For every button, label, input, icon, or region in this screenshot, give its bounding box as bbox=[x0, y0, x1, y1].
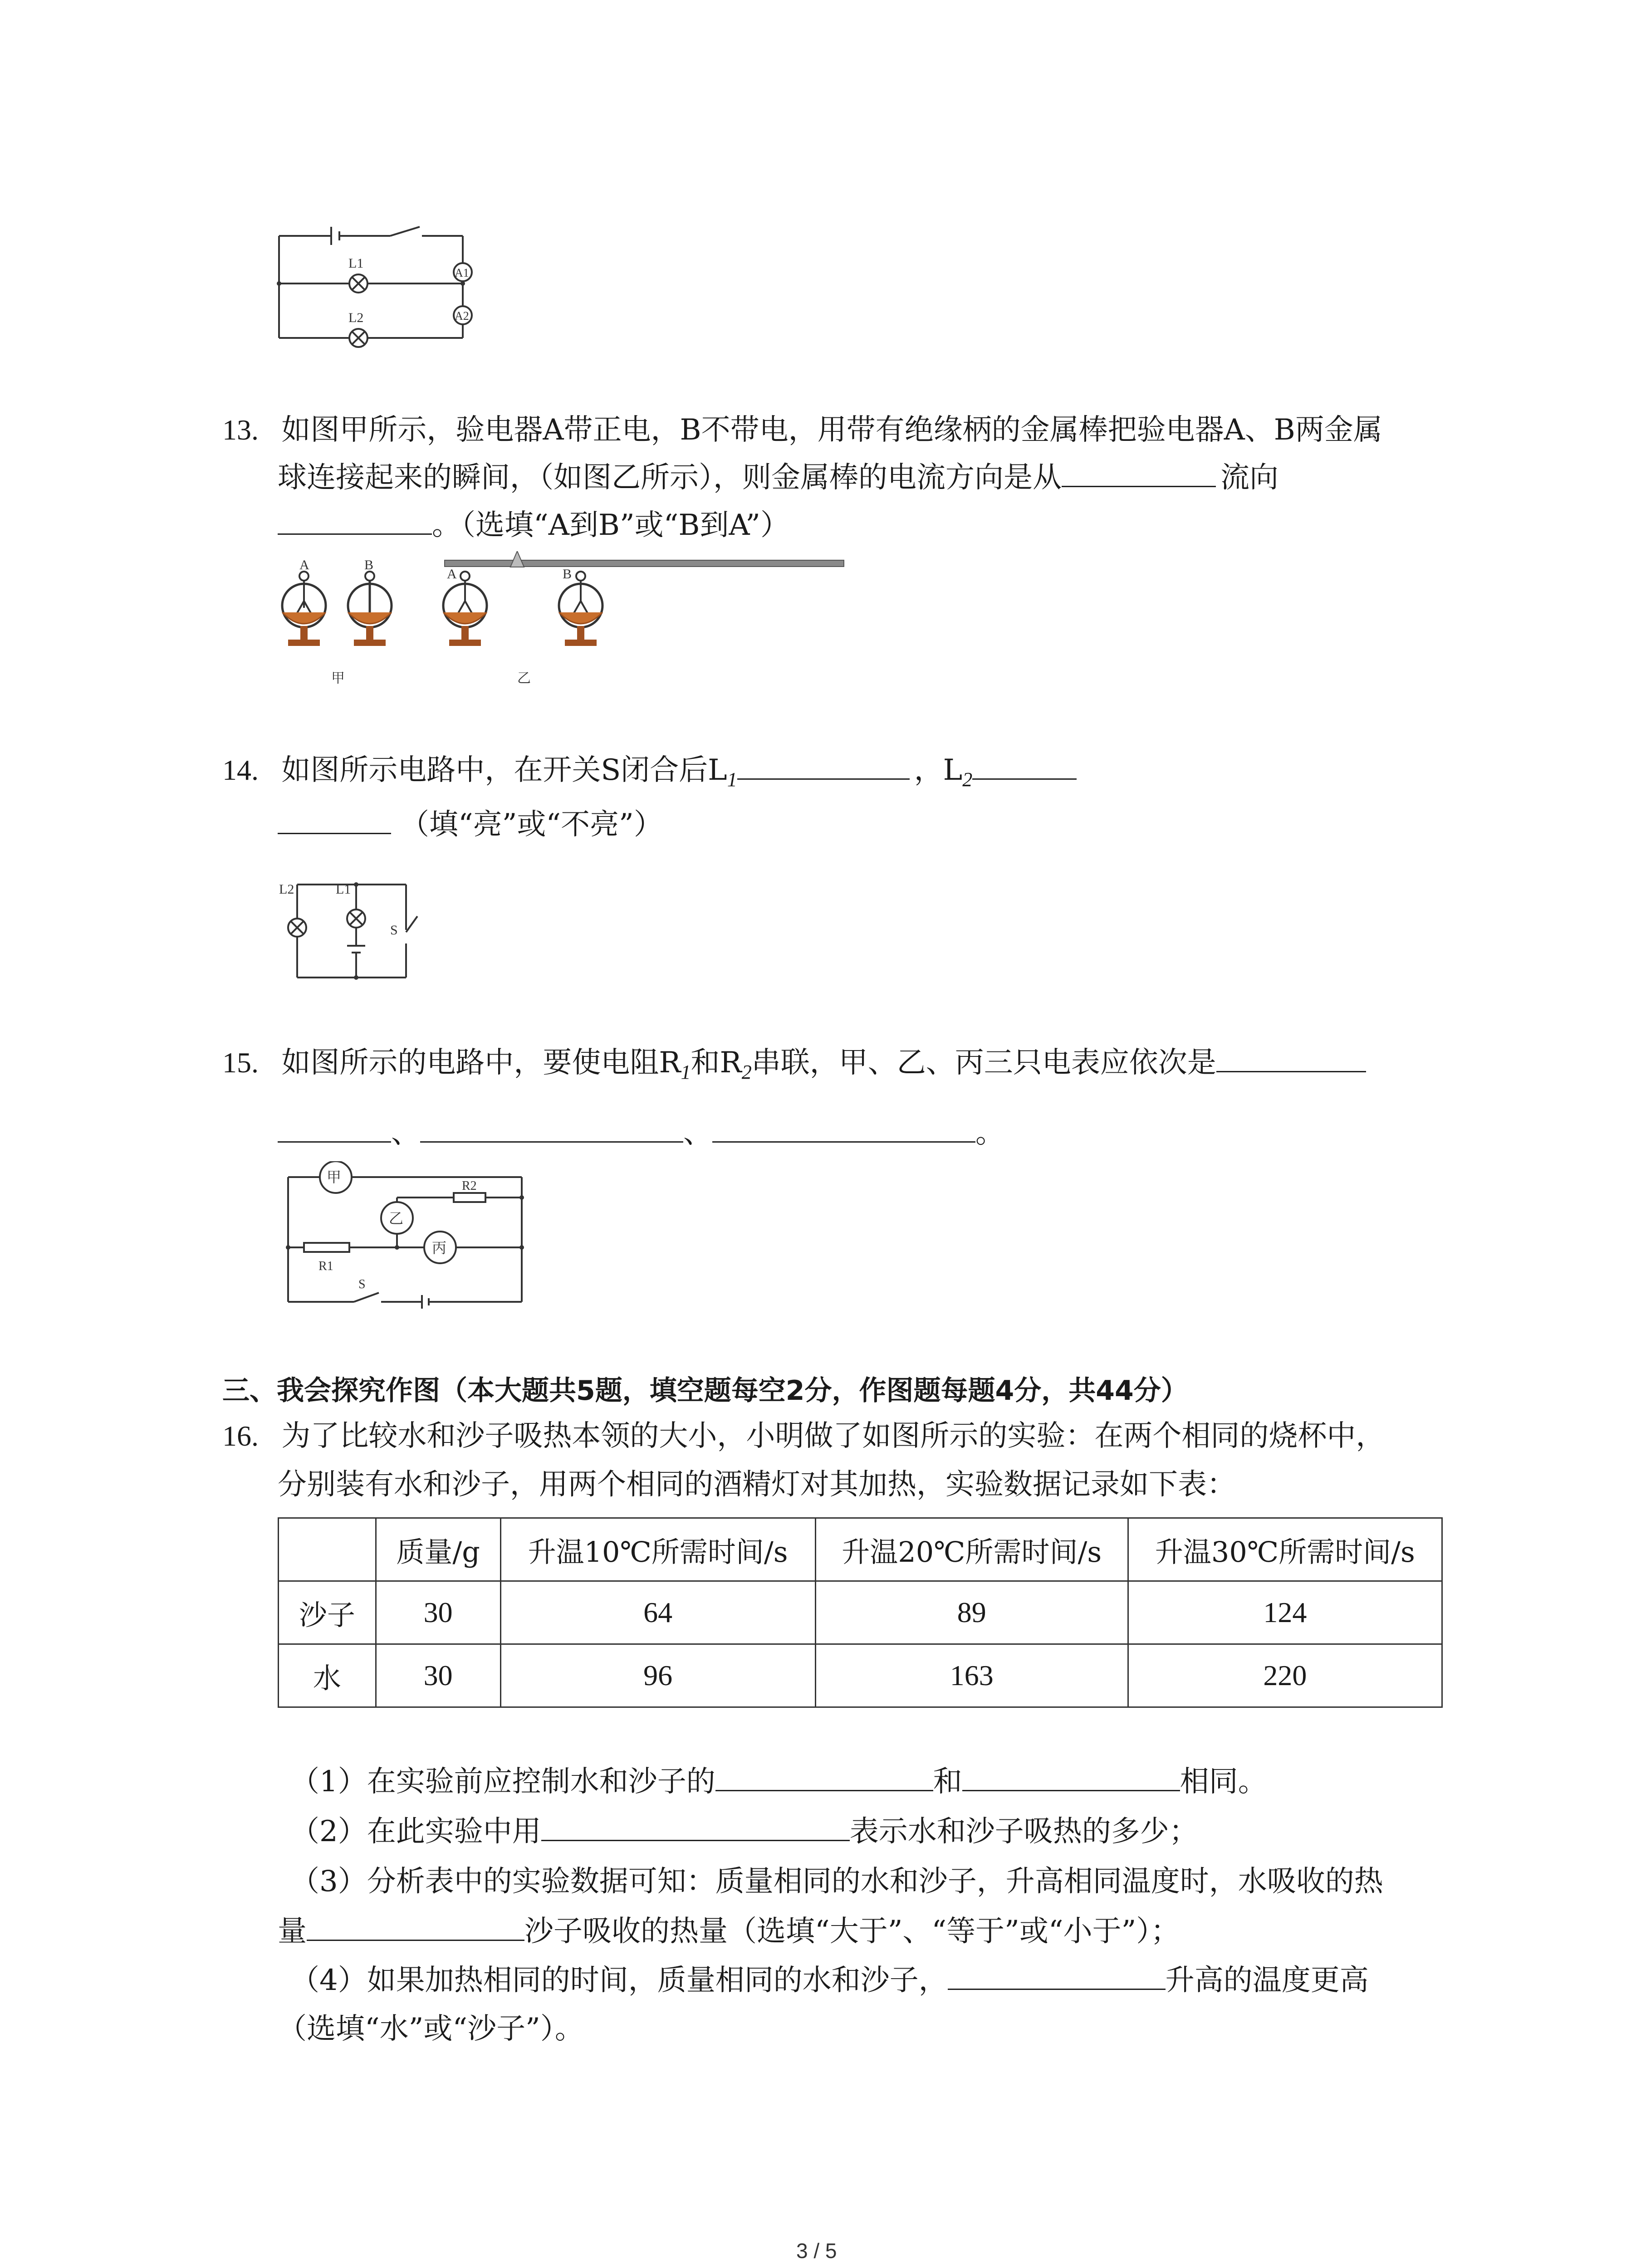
q16-sub2-blank[interactable] bbox=[541, 1810, 850, 1841]
table-row bbox=[279, 1581, 1442, 1644]
fig-jia-a-label: A bbox=[299, 557, 309, 572]
q14-line1 bbox=[222, 748, 1077, 802]
q14-number: 14. bbox=[222, 754, 259, 786]
q15-text-part1: 如图所示的电路中，要使电阻R bbox=[281, 1046, 681, 1080]
fig-label-yi: 乙 bbox=[517, 670, 531, 686]
q12-circuit-figure bbox=[268, 218, 481, 354]
q16-sub1 bbox=[290, 1760, 1267, 1804]
q15-sep1: 、 bbox=[391, 1116, 420, 1150]
q16-sub3-line1 bbox=[290, 1860, 1383, 1903]
fig-jia-b-label: B bbox=[364, 557, 374, 572]
q15-circuit-figure bbox=[277, 1161, 535, 1311]
q15-blank-yi[interactable] bbox=[420, 1111, 683, 1143]
q16-line2 bbox=[278, 1463, 1236, 1506]
fig-label-jia: 甲 bbox=[331, 670, 345, 686]
q16-sub2-text-b: 表示水和沙子吸热的多少； bbox=[849, 1815, 1198, 1848]
q16-sub1-blank-1[interactable] bbox=[715, 1760, 933, 1791]
q15-meter-yi: 乙 bbox=[389, 1210, 404, 1227]
fig-yi-a-label: A bbox=[447, 567, 457, 582]
q16-sub2 bbox=[290, 1810, 1198, 1853]
q14-text-line2: （填“亮”或“不亮”） bbox=[400, 808, 663, 841]
electroscope-yi-a bbox=[443, 572, 487, 646]
q13-text-line3: 。（选填“A到B”或“B到A”） bbox=[432, 508, 789, 542]
q14-blank-l2-a[interactable] bbox=[972, 748, 1077, 780]
fig-yi-b-label: B bbox=[563, 567, 572, 582]
q14-fig-s: S bbox=[390, 923, 398, 938]
q15-text-part2: 串联，甲、乙、丙三只电表应依次是 bbox=[751, 1046, 1216, 1080]
table-cell: 124 bbox=[1128, 1581, 1442, 1644]
q15-number: 15. bbox=[222, 1046, 259, 1079]
q16-number: 16. bbox=[222, 1420, 259, 1452]
table-row bbox=[279, 1644, 1442, 1707]
q14-fig-l1: L1 bbox=[336, 882, 351, 897]
q14-text-comma: ，L bbox=[914, 753, 963, 787]
q13-text-line2: 球连接起来的瞬间，（如图乙所示），则金属棒的电流方向是从 bbox=[278, 461, 1062, 494]
q12-a2-label: A2 bbox=[455, 309, 469, 323]
table-header-cell: 质量/g bbox=[376, 1518, 500, 1581]
q16-sub3-blank[interactable] bbox=[307, 1910, 524, 1941]
table-header-cell: 升温10℃所需时间/s bbox=[500, 1518, 815, 1581]
table-header-cell bbox=[279, 1518, 376, 1581]
q15-line2 bbox=[278, 1111, 1004, 1155]
table-cell: 89 bbox=[815, 1581, 1128, 1644]
table-cell: 64 bbox=[500, 1581, 815, 1644]
page-number: 3 / 5 bbox=[796, 2239, 837, 2263]
q16-sub3-line2 bbox=[278, 1910, 1180, 1953]
q14-text-part1: 如图所示电路中，在开关S闭合后L bbox=[281, 753, 727, 787]
q13-electroscope-figure bbox=[272, 551, 876, 687]
q16-line1 bbox=[222, 1414, 1385, 1458]
q14-blank-l1[interactable] bbox=[737, 748, 910, 780]
table-cell: 30 bbox=[376, 1644, 500, 1707]
q16-text-line1: 为了比较水和沙子吸热本领的大小，小明做了如图所示的实验：在两个相同的烧杯中， bbox=[281, 1419, 1385, 1453]
q12-a1-label: A1 bbox=[455, 266, 469, 279]
q16-sub4-line2 bbox=[278, 2007, 584, 2051]
q13-blank-from[interactable] bbox=[1062, 456, 1216, 487]
q16-sub4-text-b: 升高的温度更高 bbox=[1165, 1964, 1369, 1997]
q13-number: 13. bbox=[222, 414, 259, 446]
electroscope-jia-a bbox=[282, 572, 326, 646]
q16-sub3-text-line1: （3）分析表中的实验数据可知：质量相同的水和沙子，升高相同温度时，水吸收的热 bbox=[290, 1865, 1383, 1898]
q15-sep2: 、 bbox=[683, 1116, 712, 1150]
q15-line1 bbox=[222, 1041, 1366, 1094]
table-cell: 水 bbox=[279, 1644, 376, 1707]
q13-line3 bbox=[278, 503, 789, 547]
table-cell: 163 bbox=[815, 1644, 1128, 1707]
q14-blank-l2-b[interactable] bbox=[278, 803, 391, 834]
q16-text-line2: 分别装有水和沙子，用两个相同的酒精灯对其加热，实验数据记录如下表： bbox=[278, 1468, 1236, 1501]
q13-text-line1: 如图甲所示，验电器A带正电，B不带电，用带有绝缘柄的金属棒把验电器A、B两金属 bbox=[281, 413, 1382, 447]
q16-sub4-blank[interactable] bbox=[948, 1959, 1166, 1990]
table-header-row bbox=[279, 1518, 1442, 1581]
q16-sub1-blank-2[interactable] bbox=[962, 1760, 1180, 1791]
q15-end: 。 bbox=[975, 1116, 1004, 1150]
q14-l2-sub: 2 bbox=[962, 768, 973, 791]
q16-sub4-text-a: （4）如果加热相同的时间，质量相同的水和沙子， bbox=[290, 1964, 948, 1997]
q14-circuit-figure bbox=[272, 857, 463, 989]
q15-meter-jia: 甲 bbox=[327, 1168, 342, 1186]
q12-l1-label: L1 bbox=[348, 256, 364, 271]
section3-title: 三、我会探究作图（本大题共5题，填空题每空2分，作图题每题4分，共44分） bbox=[222, 1375, 1188, 1407]
q15-r1-label: R1 bbox=[318, 1259, 333, 1273]
electroscope-yi-b bbox=[559, 572, 603, 646]
table-cell: 30 bbox=[376, 1581, 500, 1644]
q16-sub4-text-line2: （选填“水”或“沙子”）。 bbox=[278, 2012, 584, 2046]
q13-line1 bbox=[222, 408, 1382, 452]
q13-text-flow-to: 流向 bbox=[1220, 461, 1279, 494]
q16-data-table bbox=[278, 1517, 1443, 1708]
q15-blank-bing[interactable] bbox=[712, 1111, 975, 1143]
table-cell: 220 bbox=[1128, 1644, 1442, 1707]
q12-l2-label: L2 bbox=[348, 310, 364, 325]
q15-text-and: 和R bbox=[691, 1046, 742, 1080]
q13-blank-to[interactable] bbox=[278, 503, 432, 535]
q16-sub2-text-a: （2）在此实验中用 bbox=[290, 1815, 541, 1848]
q16-sub3-text-a: 量 bbox=[278, 1915, 307, 1948]
electroscope-jia-b bbox=[348, 572, 392, 646]
q15-r2-label: R2 bbox=[462, 1179, 477, 1193]
q15-s-label: S bbox=[358, 1277, 366, 1291]
q13-line2 bbox=[278, 456, 1279, 499]
q14-l1-sub: 1 bbox=[727, 768, 737, 791]
q16-sub1-text-c: 相同。 bbox=[1180, 1765, 1267, 1799]
q15-blank-jia-a[interactable] bbox=[1216, 1041, 1366, 1072]
q16-sub4-line1 bbox=[290, 1959, 1369, 2002]
table-header-cell: 升温20℃所需时间/s bbox=[815, 1518, 1128, 1581]
q15-blank-jia-b[interactable] bbox=[278, 1111, 391, 1143]
table-header-cell: 升温30℃所需时间/s bbox=[1128, 1518, 1442, 1581]
table-cell: 96 bbox=[500, 1644, 815, 1707]
q15-r1-sub: 1 bbox=[681, 1061, 691, 1083]
q16-sub1-text-b: 和 bbox=[933, 1765, 962, 1799]
q15-r2-sub: 2 bbox=[741, 1061, 752, 1083]
q15-meter-bing: 丙 bbox=[432, 1239, 447, 1256]
q16-sub1-text-a: （1）在实验前应控制水和沙子的 bbox=[290, 1765, 715, 1799]
q14-line2 bbox=[278, 803, 663, 846]
q14-fig-l2: L2 bbox=[279, 882, 294, 897]
q16-sub3-text-b: 沙子吸收的热量（选填“大于”、“等于”或“小于”）； bbox=[524, 1915, 1180, 1948]
table-cell: 沙子 bbox=[279, 1581, 376, 1644]
